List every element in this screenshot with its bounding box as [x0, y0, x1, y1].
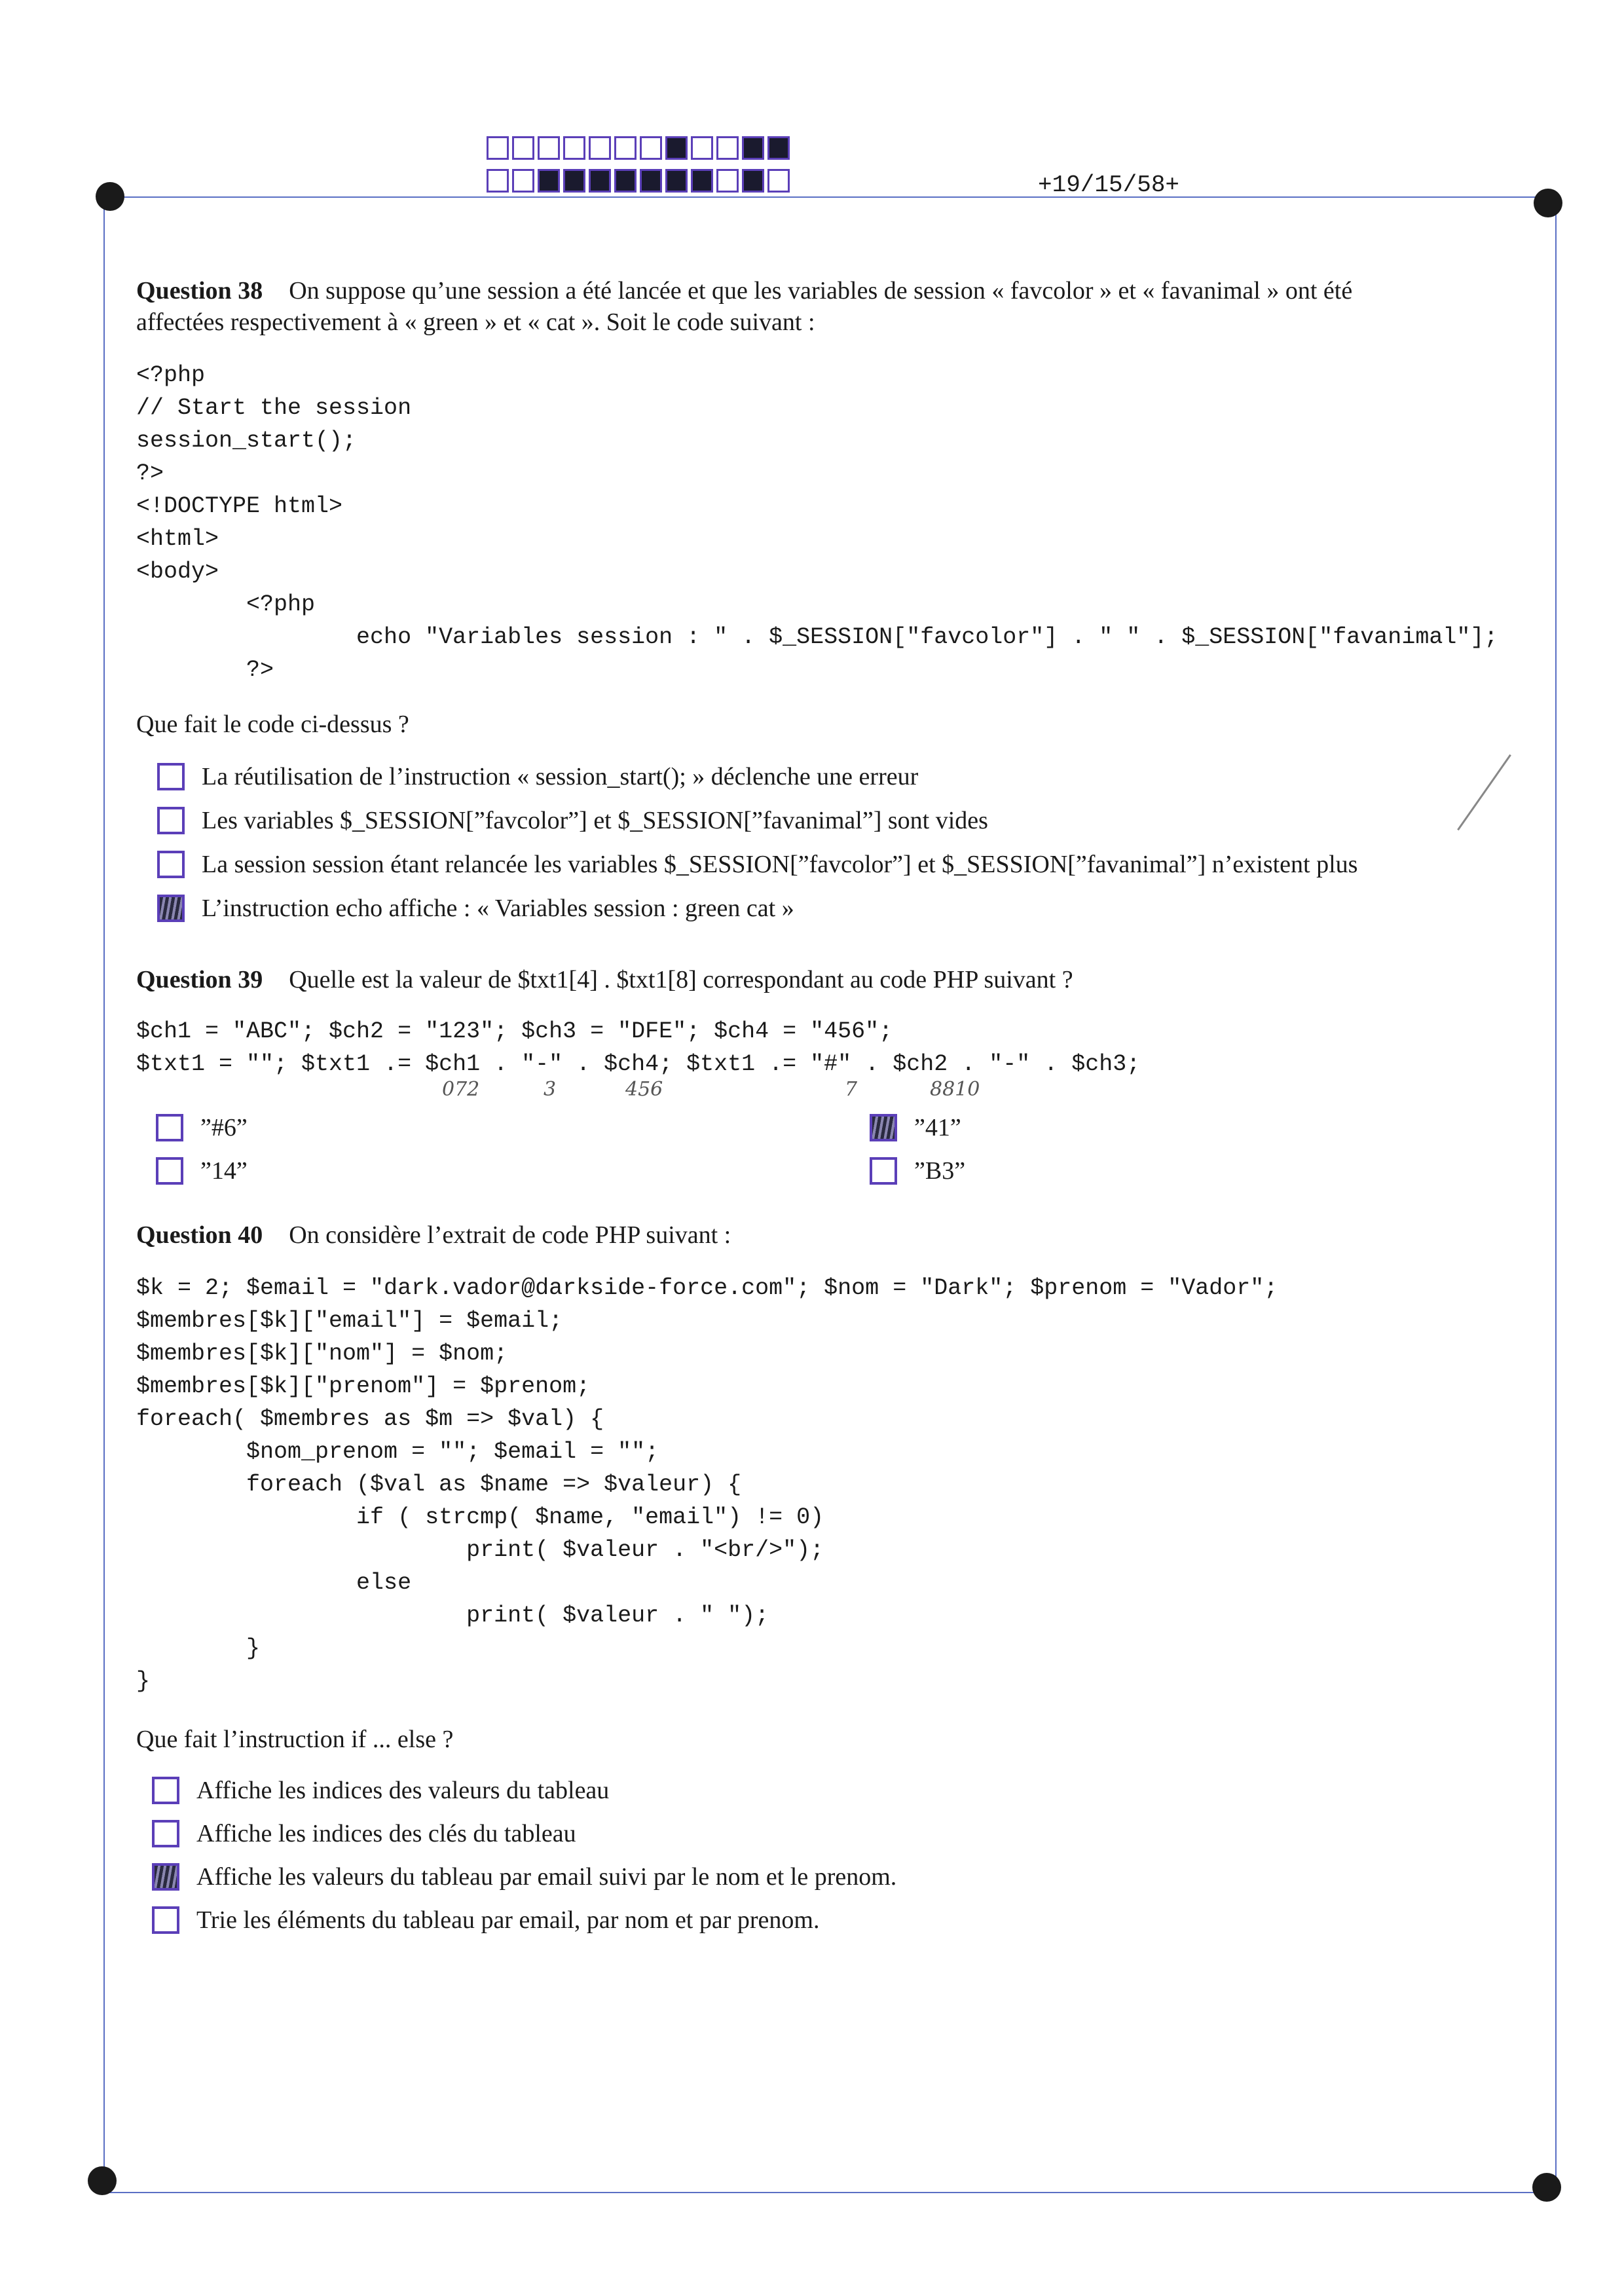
q38-option-2[interactable]: Les variables $_SESSION[”favcolor”] et $_SESSION[”favanimal”] sont vides — [157, 806, 988, 835]
question-40-code: $k = 2; $email = "dark.vador@darkside-force.com"; $nom = "Dark"; $prenom = "Vador"; $membres[$k]["email"] = $email; $membres[$k]["nom"] = $nom; $membres[$k]["prenom"] = $prenom; foreach( $membres as $m => $val) { $nom_prenom = ""; $email = ""; foreach ($val as $name => $valeur) { if ( strcmp( $name, "email") != 0) print( $valeur . "<br/>"); else print( $valeur . " "); } } — [136, 1275, 1278, 1694]
checkbox[interactable] — [157, 763, 185, 790]
barcode-cell — [614, 136, 637, 160]
question-39-number: Question 39 — [136, 966, 263, 993]
handwritten-annotation: 8810 — [930, 1078, 980, 1101]
q38-option-1[interactable]: La réutilisation de l’instruction « session_start(); » déclenche une erreur — [157, 762, 918, 791]
barcode-cell — [691, 169, 713, 193]
checkbox[interactable] — [152, 1906, 179, 1934]
q39-option-1[interactable]: ”#6” — [156, 1113, 248, 1142]
barcode-cell — [767, 136, 790, 160]
corner-mark-top-left — [96, 182, 124, 211]
barcode-cell — [665, 169, 688, 193]
barcode-cell — [716, 136, 739, 160]
barcode-cell — [691, 136, 713, 160]
barcode-cell — [538, 169, 560, 193]
barcode-cell — [716, 169, 739, 193]
q38-option-3[interactable]: La session session étant relancée les variables $_SESSION[”favcolor”] et $_SESSION[”favanimal”] n’existent plus — [157, 850, 1357, 879]
question-39-text: Question 39 Quelle est la valeur de $txt1[4] . $txt1[8] correspondant au code PHP suivant ? — [136, 966, 1073, 993]
barcode-cell — [665, 136, 688, 160]
handwritten-annotation: 072 — [442, 1078, 480, 1101]
checkbox-checked[interactable] — [152, 1863, 179, 1891]
handwritten-annotation: 456 — [625, 1078, 663, 1101]
q39-option-3[interactable]: ”41” — [870, 1113, 961, 1142]
question-38-text: Question 38 On suppose qu’une session a été lancée et que les variables de session « favcolor » et « favanimal » ont été affectées respectivement à « green » et « cat ». Soit le code suivant : — [136, 277, 1353, 336]
question-38-code: <?php // Start the session session_start(); ?> <!DOCTYPE html> <html> <body> <?php echo "Variables session : " . $_SESSION["favcolor"] . " " . $_SESSION["favanimal"]; ?> — [136, 362, 1498, 683]
barcode-cell — [589, 136, 611, 160]
checkbox[interactable] — [152, 1777, 179, 1804]
barcode-cell — [512, 169, 534, 193]
barcode-cell — [742, 136, 764, 160]
handwritten-annotation: 3 — [544, 1078, 557, 1101]
corner-mark-bottom-right — [1532, 2173, 1561, 2202]
barcode-cell — [563, 169, 585, 193]
checkbox[interactable] — [157, 851, 185, 878]
checkbox[interactable] — [870, 1157, 897, 1185]
question-40-number: Question 40 — [136, 1221, 263, 1249]
checkbox[interactable] — [152, 1820, 179, 1847]
barcode-cell — [512, 136, 534, 160]
barcode-cell — [640, 169, 662, 193]
page-id: +19/15/58+ — [1038, 172, 1180, 198]
barcode-cell — [742, 169, 764, 193]
checkbox[interactable] — [156, 1114, 183, 1141]
question-40-prompt: Que fait l’instruction if ... else ? — [136, 1726, 454, 1753]
barcode-cell — [640, 136, 662, 160]
question-38-number: Question 38 — [136, 277, 263, 305]
q40-option-2[interactable]: Affiche les indices des clés du tableau — [152, 1819, 576, 1848]
q38-option-4[interactable]: L’instruction echo affiche : « Variables session : green cat » — [157, 894, 794, 923]
question-40-text: Question 40 On considère l’extrait de code PHP suivant : — [136, 1221, 731, 1249]
checkbox-checked[interactable] — [870, 1114, 897, 1141]
checkbox[interactable] — [157, 807, 185, 834]
checkbox-checked[interactable] — [157, 895, 185, 922]
corner-mark-bottom-left — [88, 2166, 117, 2195]
barcode-cell — [589, 169, 611, 193]
handwritten-annotation: 7 — [845, 1078, 858, 1101]
q39-option-2[interactable]: ”14” — [156, 1157, 248, 1185]
question-38-prompt: Que fait le code ci-dessus ? — [136, 711, 409, 738]
barcode-cell — [767, 169, 790, 193]
q40-option-4[interactable]: Trie les éléments du tableau par email, par nom et par prenom. — [152, 1906, 819, 1935]
barcode-cell — [538, 136, 560, 160]
barcode-cell — [487, 136, 509, 160]
q40-option-1[interactable]: Affiche les indices des valeurs du tableau — [152, 1776, 609, 1805]
barcode-cell — [614, 169, 637, 193]
barcode-row-2 — [487, 169, 793, 195]
barcode-cell — [487, 169, 509, 193]
barcode-cell — [563, 136, 585, 160]
question-39-code: $ch1 = "ABC"; $ch2 = "123"; $ch3 = "DFE"; $ch4 = "456"; $txt1 = ""; $txt1 .= $ch1 . "-" . $ch4; $txt1 .= "#" . $ch2 . "-" . $ch3; — [136, 1018, 1141, 1077]
barcode-row-1 — [487, 136, 793, 162]
corner-mark-top-right — [1534, 189, 1562, 217]
checkbox[interactable] — [156, 1157, 183, 1185]
q39-option-4[interactable]: ”B3” — [870, 1157, 965, 1185]
q40-option-3[interactable]: Affiche les valeurs du tableau par email suivi par le nom et le prenom. — [152, 1862, 896, 1891]
